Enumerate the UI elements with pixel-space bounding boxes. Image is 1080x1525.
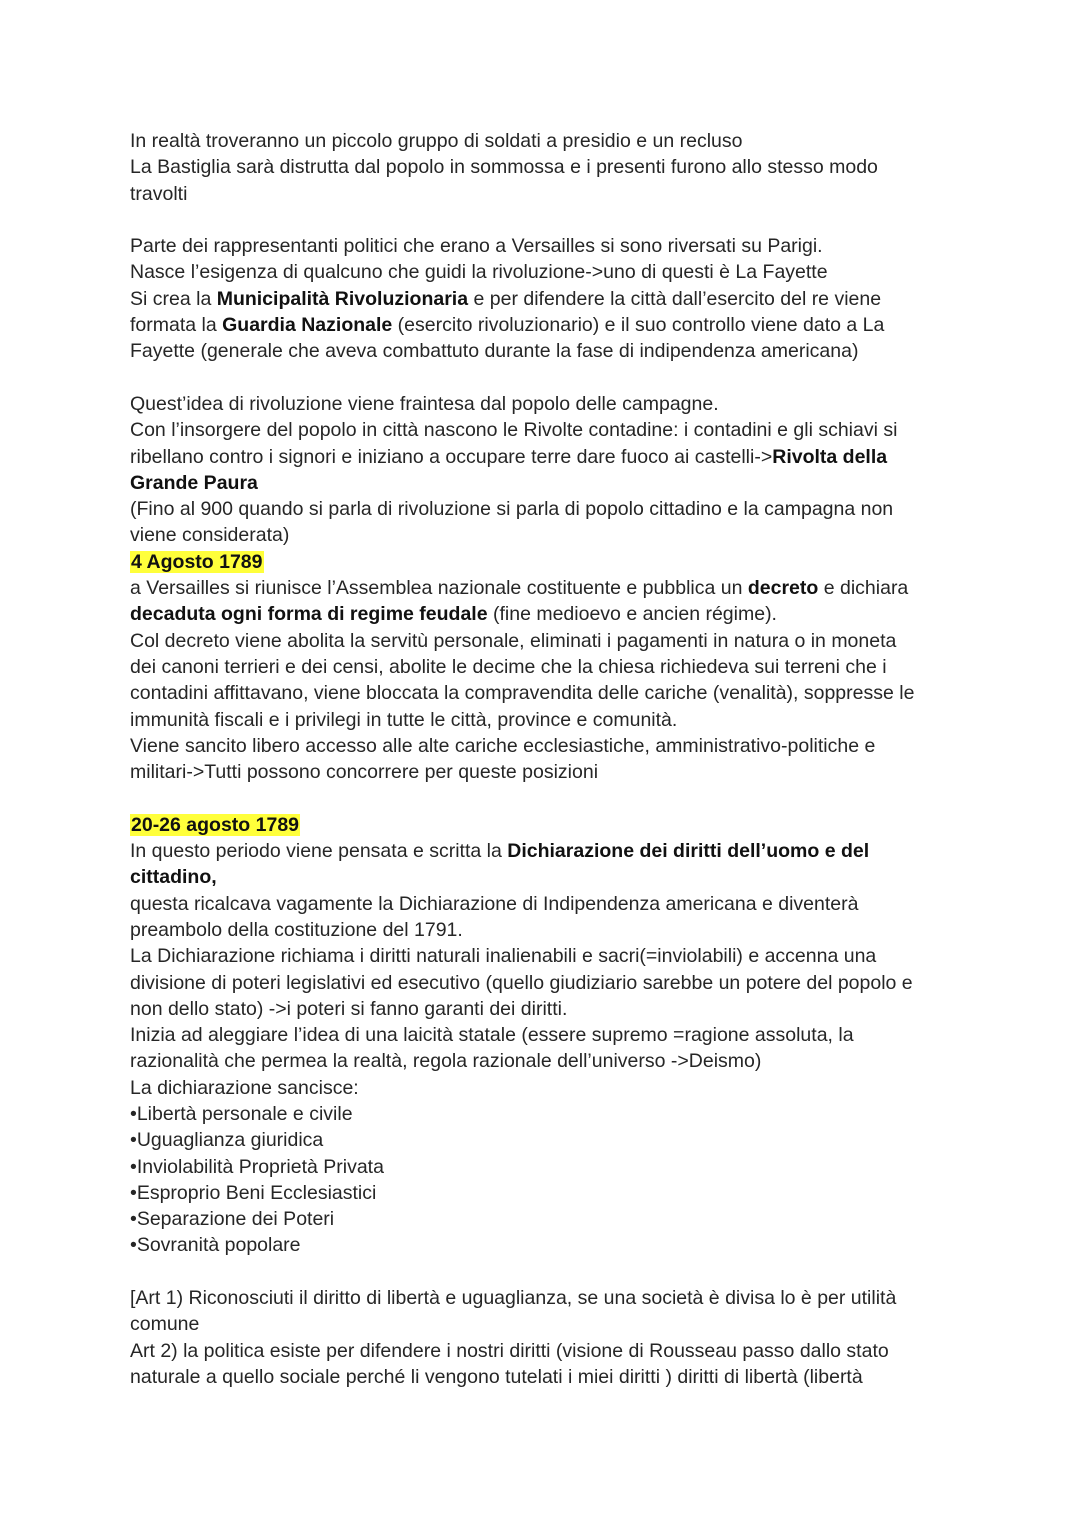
text-line: [Art 1) Riconosciuti il diritto di libertà e uguaglianza, se una società è divisa lo è per utilità [130,1287,897,1310]
text-line: formata la Guardia Nazionale (esercito rivoluzionario) e il suo controllo viene dato a La [130,314,885,337]
text-line: Fayette (generale che aveva combattuto durante la fase di indipendenza americana) [130,340,859,363]
bullet-item: •Uguaglianza giuridica [130,1129,324,1152]
text-line: travolti [130,182,188,205]
text-line: preambolo della costituzione del 1791. [130,918,463,941]
text-line: In realtà troveranno un piccolo gruppo di soldati a presidio e un recluso [130,130,743,152]
text-line: comune [130,1313,200,1336]
bullet-item: •Esproprio Beni Ecclesiastici [130,1181,377,1204]
bullet-item: •Libertà personale e civile [130,1102,353,1125]
text-line: naturale a quello sociale perché li vengono tutelati i miei diritti ) diritti di libertà (libertà [130,1365,863,1388]
text-line: dei canoni terrieri e dei censi, abolite le decime che la chiesa richiedeva sui terreni che i [130,655,887,678]
text-line: decaduta ogni forma di regime feudale (fine medioevo e ancien régime). [130,603,777,626]
section-date [130,549,950,575]
text-line: Art 2) la politica esiste per difendere i nostri diritti (visione di Rousseau passo dallo stato [130,1339,889,1362]
highlighted-date: 4 Agosto 1789 [131,550,263,573]
text-line: Quest’idea di rivoluzione viene fraintesa dal popolo delle campagne. [130,392,719,415]
bold-term: decreto [747,577,819,600]
text-line: In questo periodo viene pensata e scritta la Dichiarazione dei diritti dell’uomo e del [130,840,870,863]
text-line: questa ricalcava vagamente la Dichiarazione di Indipendenza americana e diventerà [130,892,859,915]
text-line: ribellano contro i signori e iniziano a occupare terre dare fuoco ai castelli->Rivolta della [130,445,888,468]
text-line: Col decreto viene abolita la servitù personale, eliminati i pagamenti in natura o in moneta [130,629,897,652]
text-line [130,470,950,496]
bold-term: Grande Paura [130,471,258,494]
text-line: contadini affittavano, viene bloccata la compravendita delle cariche (venalità), soppresse le [130,682,915,705]
text-line: divisione di poteri legislativi ed esecutivo (quello giudiziario sarebbe un potere del popolo e [130,971,913,994]
bold-term: Municipalità Rivoluzionaria [216,287,469,310]
text-line [130,864,950,890]
text-line: Parte dei rappresentanti politici che erano a Versailles si sono riversati su Parigi. [130,235,823,258]
bold-term: decaduta ogni forma di regime feudale [130,603,488,626]
text-line: razionalità che permea la realtà, regola razionale dell’universo ->Deismo) [130,1050,762,1073]
text-line: viene considerata) [130,524,290,547]
text-line: (Fino al 900 quando si parla di rivoluzione si parla di popolo cittadino e la campagna non [130,498,894,521]
bold-term: cittadino, [130,866,217,889]
bullet-item: •Separazione dei Poteri [130,1208,335,1231]
section-date [130,812,950,838]
bold-term: Guardia Nazionale [222,314,393,337]
text-line: Inizia ad aleggiare l’idea di una laicità statale (essere supremo =ragione assoluta, la [130,1024,854,1047]
text-line: Nasce l’esigenza di qualcuno che guidi la rivoluzione->uno di questi è La Fayette [130,261,828,284]
text-line: La dichiarazione sancisce: [130,1076,359,1099]
text-line: Viene sancito libero accesso alle alte cariche ecclesiastiche, amministrativo-politiche e [130,734,876,757]
highlighted-date: 20-26 agosto 1789 [131,813,300,836]
bold-term: Rivolta della [772,445,888,468]
text-line: La Bastiglia sarà distrutta dal popolo in sommossa e i presenti furono allo stesso modo [130,156,878,179]
text-line: militari->Tutti possono concorrere per queste posizioni [130,761,599,784]
text-line: non dello stato) ->i poteri si fanno garanti dei diritti. [130,997,568,1020]
bullet-item: •Inviolabilità Proprietà Privata [130,1155,384,1178]
text-line: a Versailles si riunisce l’Assemblea nazionale costituente e pubblica un decreto e dichiara [130,577,909,600]
text-line: immunità fiscali e i privilegi in tutte le città, province e comunità. [130,708,678,731]
text-line: La Dichiarazione richiama i diritti naturali inalienabili e sacri(=inviolabili) e accenna una [130,945,877,968]
document-page [130,128,950,1390]
text-line: Si crea la Municipalità Rivoluzionaria e per difendere la città dall’esercito del re viene [130,287,882,310]
bullet-item: •Sovranità popolare [130,1234,301,1257]
bold-term: Dichiarazione dei diritti dell’uomo e del [507,840,870,863]
text-line: Con l’insorgere del popolo in città nascono le Rivolte contadine: i contadini e gli schiavi si [130,419,898,442]
